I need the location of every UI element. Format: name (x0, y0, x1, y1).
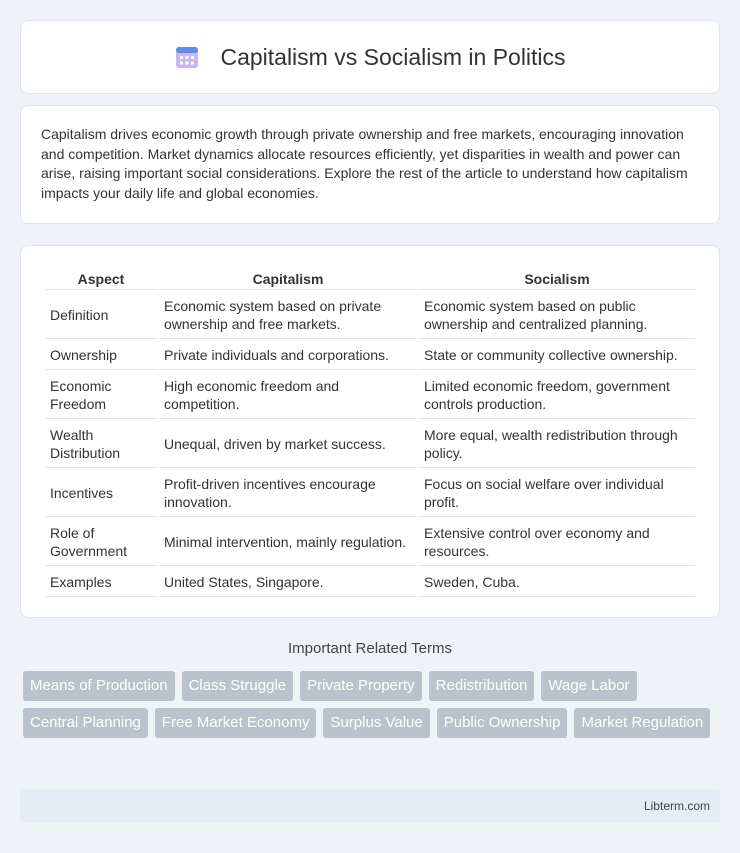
aspect-cell: Role of Government (45, 519, 157, 566)
socialism-cell: Focus on social welfare over individual profit. (419, 470, 695, 517)
socialism-cell: More equal, wealth redistribution through policy. (419, 421, 695, 468)
intro-card (20, 105, 720, 224)
table-row (45, 470, 695, 517)
capitalism-cell: High economic freedom and competition. (159, 372, 417, 419)
socialism-cell: State or community collective ownership. (419, 341, 695, 370)
footer (20, 790, 720, 823)
column-header-capitalism: Capitalism (159, 268, 417, 290)
tag-central-planning[interactable]: Central Planning (23, 708, 148, 738)
tag-wage-labor[interactable]: Wage Labor (541, 671, 636, 701)
table-header-row (45, 268, 695, 290)
aspect-cell: Wealth Distribution (45, 421, 157, 468)
aspect-cell: Ownership (45, 341, 157, 370)
socialism-cell: Sweden, Cuba. (419, 568, 695, 597)
table-row (45, 292, 695, 339)
capitalism-cell: United States, Singapore. (159, 568, 417, 597)
table-row (45, 568, 695, 597)
aspect-cell: Examples (45, 568, 157, 597)
capitalism-cell: Unequal, driven by market success. (159, 421, 417, 468)
socialism-cell: Limited economic freedom, government controls production. (419, 372, 695, 419)
tag-means-of-production[interactable]: Means of Production (23, 671, 175, 701)
related-terms-list (23, 671, 723, 738)
capitalism-cell: Profit-driven incentives encourage innovation. (159, 470, 417, 517)
capitalism-cell: Private individuals and corporations. (159, 341, 417, 370)
footer-brand[interactable]: Libterm.com (643, 799, 710, 813)
column-header-aspect: Aspect (45, 268, 157, 290)
capitalism-cell: Minimal intervention, mainly regulation. (159, 519, 417, 566)
column-header-socialism: Socialism (419, 268, 695, 290)
tag-class-struggle[interactable]: Class Struggle (182, 671, 294, 701)
socialism-cell: Economic system based on public ownership and centralized planning. (419, 292, 695, 339)
tag-public-ownership[interactable]: Public Ownership (437, 708, 568, 738)
tag-free-market-economy[interactable]: Free Market Economy (155, 708, 317, 738)
comparison-card (20, 245, 720, 618)
aspect-cell: Incentives (45, 470, 157, 517)
calendar-icon (174, 44, 200, 70)
comparison-table (43, 266, 697, 599)
tag-redistribution[interactable]: Redistribution (429, 671, 535, 701)
tag-private-property[interactable]: Private Property (300, 671, 422, 701)
page-title: Capitalism vs Socialism in Politics (220, 43, 566, 70)
header-card (20, 20, 720, 94)
aspect-cell: Definition (45, 292, 157, 339)
aspect-cell: Economic Freedom (45, 372, 157, 419)
related-terms-heading: Important Related Terms (288, 640, 452, 657)
table-row (45, 519, 695, 566)
table-row (45, 341, 695, 370)
table-row (45, 372, 695, 419)
capitalism-cell: Economic system based on private ownership and free markets. (159, 292, 417, 339)
tag-surplus-value[interactable]: Surplus Value (323, 708, 429, 738)
tag-market-regulation[interactable]: Market Regulation (574, 708, 710, 738)
socialism-cell: Extensive control over economy and resources. (419, 519, 695, 566)
intro-text: Capitalism drives economic growth through private ownership and free markets, encouraging innovation and competition. Market dynamics allocate resources efficiently, yet disparities in wealth and power can arise, raising important social considerations. Explore the rest of the article to understand how capitalism impacts your daily life and global economies. (41, 126, 688, 201)
table-row (45, 421, 695, 468)
